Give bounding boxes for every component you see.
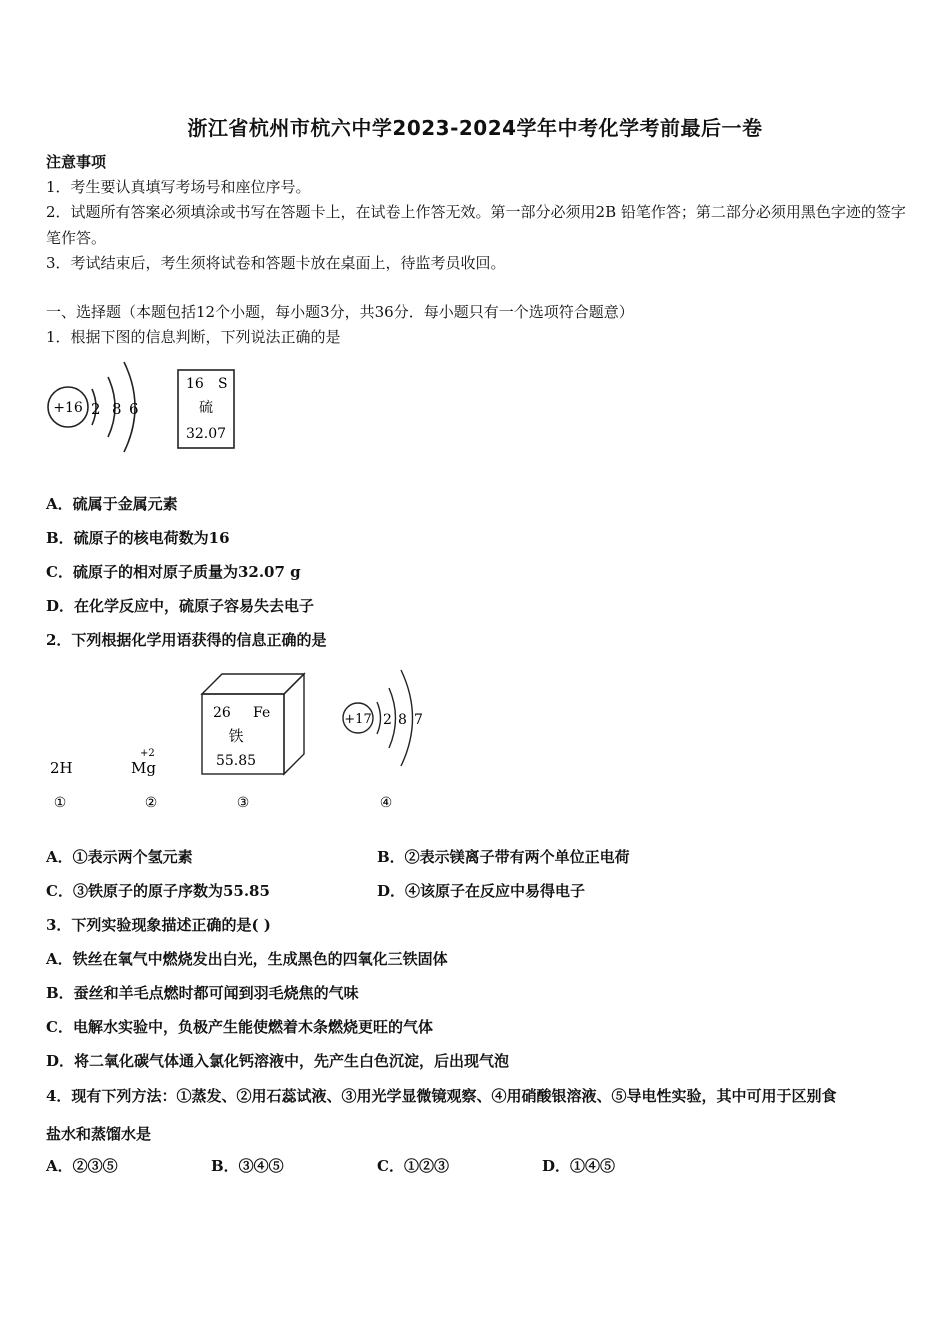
option: A．②③⑤ (46, 1157, 118, 1175)
question-4-stem: 4．现有下列方法：①蒸发、②用石蕊试液、③用光学显微镜观察、④用硝酸银溶液、⑤导电性实验，其中可用于区别食 (46, 1087, 837, 1105)
question-4-stem-continued: 盐水和蒸馏水是 (46, 1125, 152, 1143)
option: B．②表示镁离子带有两个单位正电荷 (377, 848, 630, 866)
cube-side (284, 674, 304, 774)
option: C．③铁原子的原子序数为55.85 (46, 882, 270, 900)
figure-label: ① (53, 795, 67, 811)
electron-shell-arc (377, 702, 381, 734)
option: A．铁丝在氧气中燃烧发出白光，生成黑色的四氧化三铁固体 (46, 950, 448, 968)
figure-label: ② (144, 795, 158, 811)
sulfur-atom-structure-figure (40, 352, 250, 462)
option: A．硫属于金属元素 (46, 495, 178, 513)
shell-count: 6 (129, 400, 139, 418)
notice-item: 1．考生要认真填写考场号和座位序号。 (46, 178, 311, 196)
option: D．将二氧化碳气体通入氯化钙溶液中，先产生白色沉淀，后出现气泡 (46, 1052, 510, 1070)
option: B．硫原子的核电荷数为16 (46, 529, 230, 547)
option: D．在化学反应中，硫原子容易失去电子 (46, 597, 315, 615)
option: C．硫原子的相对原子质量为32.07 g (46, 563, 301, 581)
cube-atomic-number: 26 (213, 705, 231, 721)
shell-count: 2 (383, 712, 392, 728)
cube-top (202, 674, 304, 694)
cell-mass: 32.07 (185, 426, 227, 442)
cell-atomic-number: 16 (186, 376, 204, 392)
cell-symbol: S (218, 376, 228, 392)
question-3-stem: 3．下列实验现象描述正确的是( ) (46, 916, 271, 934)
figure-label: ④ (379, 795, 393, 811)
shell-count: 8 (398, 712, 407, 728)
option: C．电解水实验中，负极产生能使燃着木条燃烧更旺的气体 (46, 1018, 433, 1036)
section-heading: 一、选择题（本题包括12个小题，每小题3分，共36分．每小题只有一个选项符合题意） (46, 303, 634, 321)
cube-symbol: Fe (253, 705, 271, 721)
mg-charge: +2 (140, 748, 155, 759)
page-title: 浙江省杭州市杭六中学2023-2024学年中考化学考前最后一卷 (187, 116, 763, 140)
shell-count: 2 (91, 400, 101, 418)
question-1-stem: 1．根据下图的信息判断，下列说法正确的是 (46, 328, 341, 346)
symbol-mg: Mg (131, 759, 156, 777)
option: B．蚕丝和羊毛点燃时都可闻到羽毛烧焦的气味 (46, 984, 359, 1002)
option: C．①②③ (377, 1157, 449, 1175)
option: D．④该原子在反应中易得电子 (377, 882, 586, 900)
cube-mass: 55.85 (215, 753, 257, 769)
nucleus-charge: +17 (344, 712, 372, 727)
shell-count: 7 (414, 712, 423, 728)
question-2-stem: 2．下列根据化学用语获得的信息正确的是 (46, 631, 327, 649)
shell-count: 8 (112, 400, 122, 418)
nucleus-charge: +16 (53, 400, 83, 416)
notice-item: 2．试题所有答案必须填涂或书写在答题卡上，在试卷上作答无效。第一部分必须用2B 铅笔作答；第二部分必须用黑色字迹的签字笔作答。 (46, 203, 906, 247)
option: D．①④⑤ (542, 1157, 616, 1175)
cell-name: 硫 (199, 400, 213, 416)
figure-label: ③ (236, 795, 250, 811)
option: B．③④⑤ (211, 1157, 284, 1175)
symbol-2h: 2H (50, 759, 73, 777)
option: A．①表示两个氢元素 (46, 848, 193, 866)
notice-item: 3．考试结束后，考生须将试卷和答题卡放在桌面上，待监考员收回。 (46, 254, 506, 272)
notice-heading: 注意事项 (46, 153, 107, 171)
chemistry-symbols-figure (40, 660, 440, 820)
cube-name: 铁 (228, 727, 244, 745)
